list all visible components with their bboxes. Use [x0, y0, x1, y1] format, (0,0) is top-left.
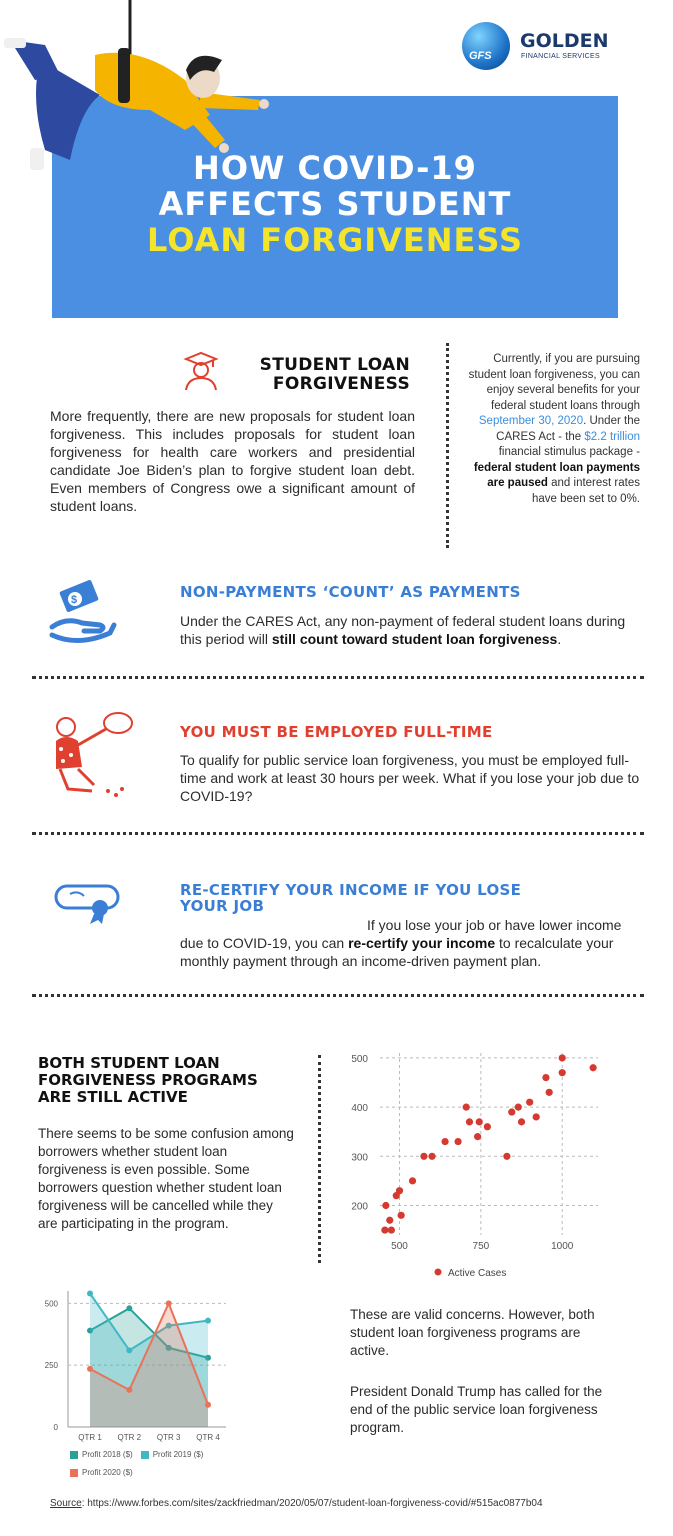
- scatter-point: [382, 1202, 389, 1209]
- scatter-x-tick: 500: [391, 1241, 408, 1252]
- section5-para3: President Donald Trump has called for the end of the public service loan forgiveness program.: [350, 1384, 603, 1435]
- area-point: [166, 1300, 172, 1306]
- area-point: [126, 1347, 132, 1353]
- legend-label-2019: Profit 2019 ($): [152, 1450, 204, 1459]
- scatter-point: [466, 1118, 473, 1125]
- divider-1: [32, 676, 644, 679]
- section4-title-line1: RE-CERTIFY YOUR INCOME IF YOU LOSE: [180, 881, 522, 899]
- section1-divider: [446, 343, 449, 548]
- section4-body-bold: re-certify your income: [348, 935, 496, 951]
- section1-title-line2: FORGIVENESS: [272, 374, 410, 394]
- scatter-legend-marker: [435, 1269, 442, 1276]
- divider-3: [32, 994, 644, 997]
- child-piggybank-icon: [48, 705, 134, 801]
- source-line: [50, 1498, 543, 1509]
- section2-body-a: Under the CARES Act, any non-payment of federal student loans during this period will: [180, 613, 626, 647]
- section2-title: NON-PAYMENTS ‘COUNT’ AS PAYMENTS: [180, 583, 521, 601]
- section2-body-b: .: [557, 631, 562, 647]
- scatter-point: [515, 1104, 522, 1111]
- section5-title-line3: ARE STILL ACTIVE: [38, 1088, 188, 1106]
- scatter-point: [476, 1118, 483, 1125]
- scatter-point: [388, 1226, 395, 1233]
- scatter-point: [559, 1054, 566, 1061]
- scatter-gridlines: [380, 1053, 598, 1235]
- scatter-point: [441, 1138, 448, 1145]
- scatter-point: [409, 1177, 416, 1184]
- area-y-tick: 250: [44, 1361, 58, 1371]
- section4-body: [180, 916, 640, 970]
- area-y-tick: 0: [53, 1423, 58, 1432]
- section1-side-c: financial stimulus package -: [498, 446, 640, 458]
- scatter-point: [381, 1226, 388, 1233]
- source-url: : https://www.forbes.com/sites/zackfriedman/2020/05/07/student-loan-forgiveness-covid/#515ac0877b04: [81, 1498, 543, 1509]
- scatter-point: [484, 1123, 491, 1130]
- scatter-point: [463, 1104, 470, 1111]
- section1-side-bold: federal student loan payments are paused: [473, 461, 640, 489]
- area-x-tick: QTR 4: [196, 1433, 220, 1442]
- scatter-point: [590, 1064, 597, 1071]
- scatter-point: [533, 1113, 540, 1120]
- area-x-tick: QTR 3: [156, 1433, 181, 1442]
- scatter-point: [420, 1153, 427, 1160]
- area-series: [87, 1290, 211, 1427]
- scatter-y-tick: 400: [351, 1103, 368, 1115]
- scatter-point: [518, 1118, 525, 1125]
- scatter-y-tick: 200: [351, 1201, 368, 1213]
- section1-side-b: . Under the CARES Act - the: [496, 415, 640, 443]
- area-y-tick: 500: [44, 1299, 58, 1309]
- section4-body-b: to recalculate your monthly payment through an income-driven payment plan.: [180, 935, 614, 969]
- section1-title: [230, 356, 410, 394]
- svg-text:$: $: [71, 594, 78, 606]
- source-label-link[interactable]: Source: [50, 1498, 82, 1509]
- graduate-icon: [180, 350, 222, 392]
- scatter-tick-labels: [351, 1054, 573, 1252]
- area-legend: [70, 1450, 260, 1480]
- scatter-point: [559, 1069, 566, 1076]
- area-x-tick: QTR 2: [117, 1433, 142, 1442]
- section1-body: More frequently, there are new proposals for student loan forgiveness. This includes proposals for student loan forgiveness for health care workers and presidential candidate Joe Biden’s plan to forgive student loan debt. Even members of Congress owe a significant amount of student loans.: [50, 408, 415, 514]
- legend-label-2020: Profit 2020 ($): [82, 1468, 133, 1477]
- logo-name: GOLDEN: [520, 30, 609, 52]
- scatter-point: [454, 1138, 461, 1145]
- scatter-point: [386, 1217, 393, 1224]
- logo-subtitle: FINANCIAL SERVICES: [521, 53, 600, 60]
- legend-label-2018: Profit 2018 ($): [82, 1450, 133, 1459]
- section1-side-amount: $2.2 trillion: [584, 430, 640, 443]
- scatter-point: [546, 1089, 553, 1096]
- scatter-point: [474, 1133, 481, 1140]
- scatter-point: [508, 1108, 515, 1115]
- area-point: [126, 1387, 132, 1393]
- scatter-point: [398, 1212, 405, 1219]
- area-point: [87, 1290, 93, 1296]
- scatter-x-tick: 1000: [551, 1241, 574, 1252]
- section2-body-bold: still count toward student loan forgiveness: [271, 631, 558, 647]
- scatter-y-tick: 500: [351, 1053, 368, 1065]
- scatter-x-tick: 750: [472, 1241, 490, 1252]
- section1-sidebar: [468, 352, 640, 507]
- section4-title: [180, 882, 521, 914]
- section5-title: [38, 1055, 258, 1106]
- section5-divider: [318, 1055, 321, 1263]
- scatter-point: [503, 1153, 510, 1160]
- scatter-chart: [340, 1045, 605, 1285]
- section5-body: There seems to be some confusion among borrowers whether student loan forgiveness is even possible. Some borrowers question whether student loan forgiveness will be cancelled while they are participating in the program.: [38, 1126, 294, 1231]
- hero-title: [52, 150, 618, 258]
- scatter-y-tick: 300: [351, 1152, 368, 1164]
- section1-title-line1: STUDENT LOAN: [259, 355, 410, 375]
- area-point: [205, 1318, 211, 1324]
- scatter-point: [428, 1153, 435, 1160]
- scatter-point: [526, 1099, 533, 1106]
- legend-swatch-2019: [141, 1451, 149, 1459]
- logo-badge: [462, 22, 510, 70]
- legend-item-2019: [141, 1450, 204, 1459]
- legend-item-2018: [70, 1450, 133, 1459]
- section3-title: YOU MUST BE EMPLOYED FULL-TIME: [180, 723, 493, 741]
- section4-title-line2: YOUR JOB: [180, 897, 265, 915]
- scatter-legend-label: Active Cases: [448, 1268, 507, 1279]
- section5-title-line1: BOTH STUDENT LOAN: [38, 1054, 220, 1072]
- logo-badge-text: GFS: [469, 50, 492, 62]
- scatter-point: [396, 1187, 403, 1194]
- legend-swatch-2020: [70, 1469, 78, 1477]
- money-hand-icon: [48, 575, 118, 647]
- section4-body-a: If you lose your job or have lower income due to COVID-19, you can: [180, 917, 622, 951]
- scatter-point: [542, 1074, 549, 1081]
- section1-side-date: September 30, 2020: [478, 415, 584, 427]
- area-point: [126, 1305, 132, 1311]
- area-x-tick: QTR 1: [78, 1433, 102, 1442]
- legend-item-2020: [70, 1468, 133, 1477]
- hero-title-line2: AFFECTS STUDENT: [158, 185, 512, 223]
- section3-body: To qualify for public service loan forgiveness, you must be employed full-time and work at least 30 hours per week. What if you lose your job due to COVID-19?: [180, 752, 640, 804]
- area-point: [87, 1366, 93, 1372]
- area-point: [205, 1402, 211, 1408]
- section5-para2: These are valid concerns. However, both student loan forgiveness programs are active.: [350, 1307, 595, 1358]
- section1-side-d: and interest rates have been set to 0%.: [531, 477, 640, 505]
- area-chart: [28, 1285, 253, 1445]
- legend-swatch-2018: [70, 1451, 78, 1459]
- section1-side-a: Currently, if you are pursuing student loan forgiveness, you can enjoy several benefits for your federal student loans through: [468, 353, 640, 412]
- scatter-points: [381, 1054, 596, 1233]
- section2-body: [180, 612, 630, 648]
- diploma-icon: [48, 880, 128, 926]
- hero-title-line3: LOAN FORGIVENESS: [146, 221, 524, 259]
- divider-2: [32, 832, 644, 835]
- hero-title-line1: HOW COVID-19: [193, 149, 477, 187]
- section5-title-line2: FORGIVENESS PROGRAMS: [38, 1071, 258, 1089]
